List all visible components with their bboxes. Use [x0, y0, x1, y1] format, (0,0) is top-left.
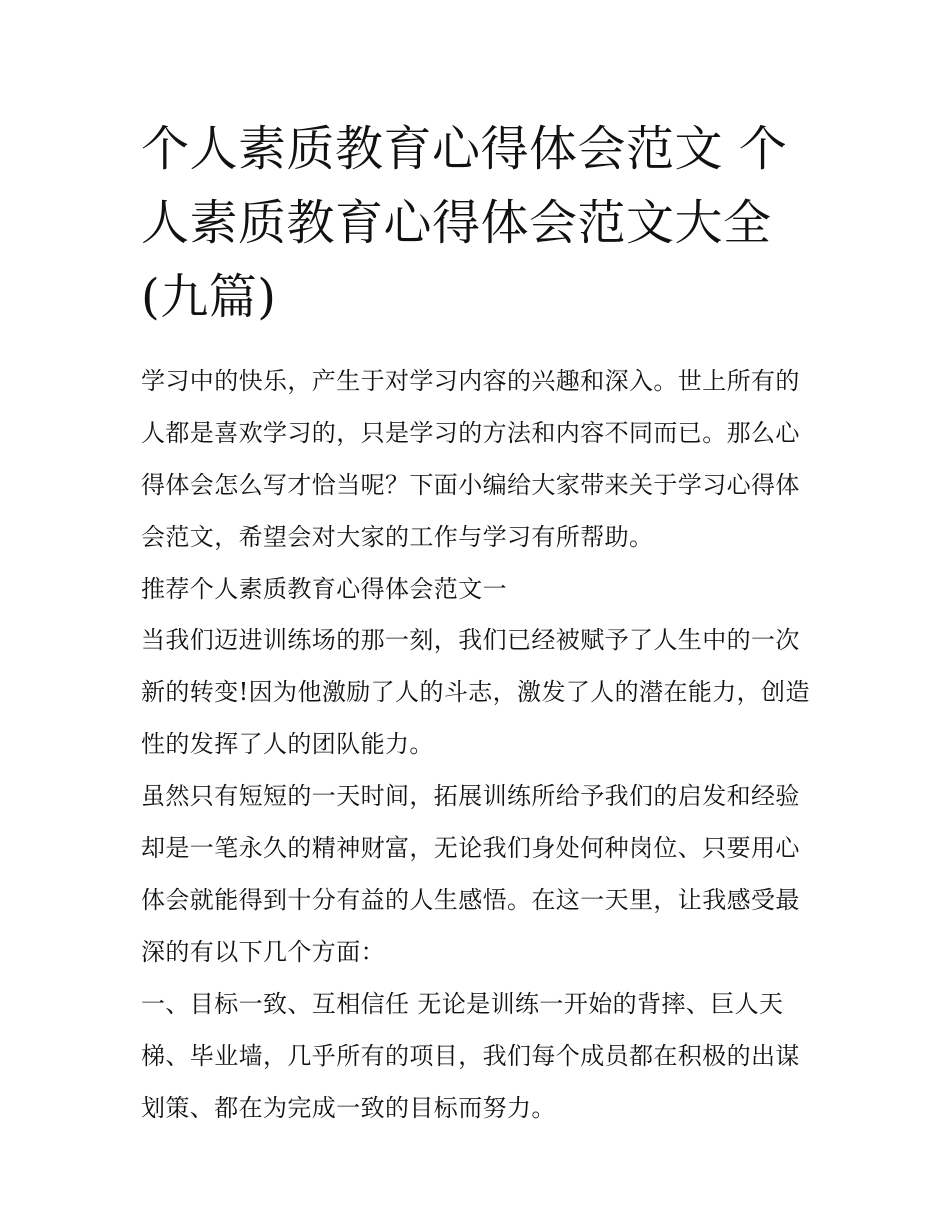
body-paragraph-1: 当我们迈进训练场的那一刻，我们已经被赋予了人生中的一次新的转变!因为他激励了人的斗志，激发了人的潜在能力，创造性的发挥了人的团队能力。 [141, 626, 810, 758]
intro-paragraph: 学习中的快乐，产生于对学习内容的兴趣和深入。世上所有的人都是喜欢学习的，只是学习的方法和内容不同而已。那么心得体会怎么写才恰当呢？下面小编给大家带来关于学习心得体会范文，希望会对大家的工作与学习有所帮助。 [141, 367, 800, 551]
section-heading: 推荐个人素质教育心得体会范文一 [141, 575, 507, 603]
document-title: 个人素质教育心得体会范文 个人素质教育心得体会范文大全(九篇) [141, 121, 788, 325]
body-paragraph-3: 一、目标一致、互相信任 无论是训练一开始的背摔、巨人天梯、毕业墙，几乎所有的项目，我们每个成员都在积极的出谋划策、都在为完成一致的目标而努力。 [141, 990, 800, 1122]
body-paragraph-2: 虽然只有短短的一天时间，拓展训练所给予我们的启发和经验却是一笔永久的精神财富，无论我们身处何种岗位、只要用心体会就能得到十分有益的人生感悟。在这一天里，让我感受最深的有以下几个方面： [141, 782, 800, 966]
